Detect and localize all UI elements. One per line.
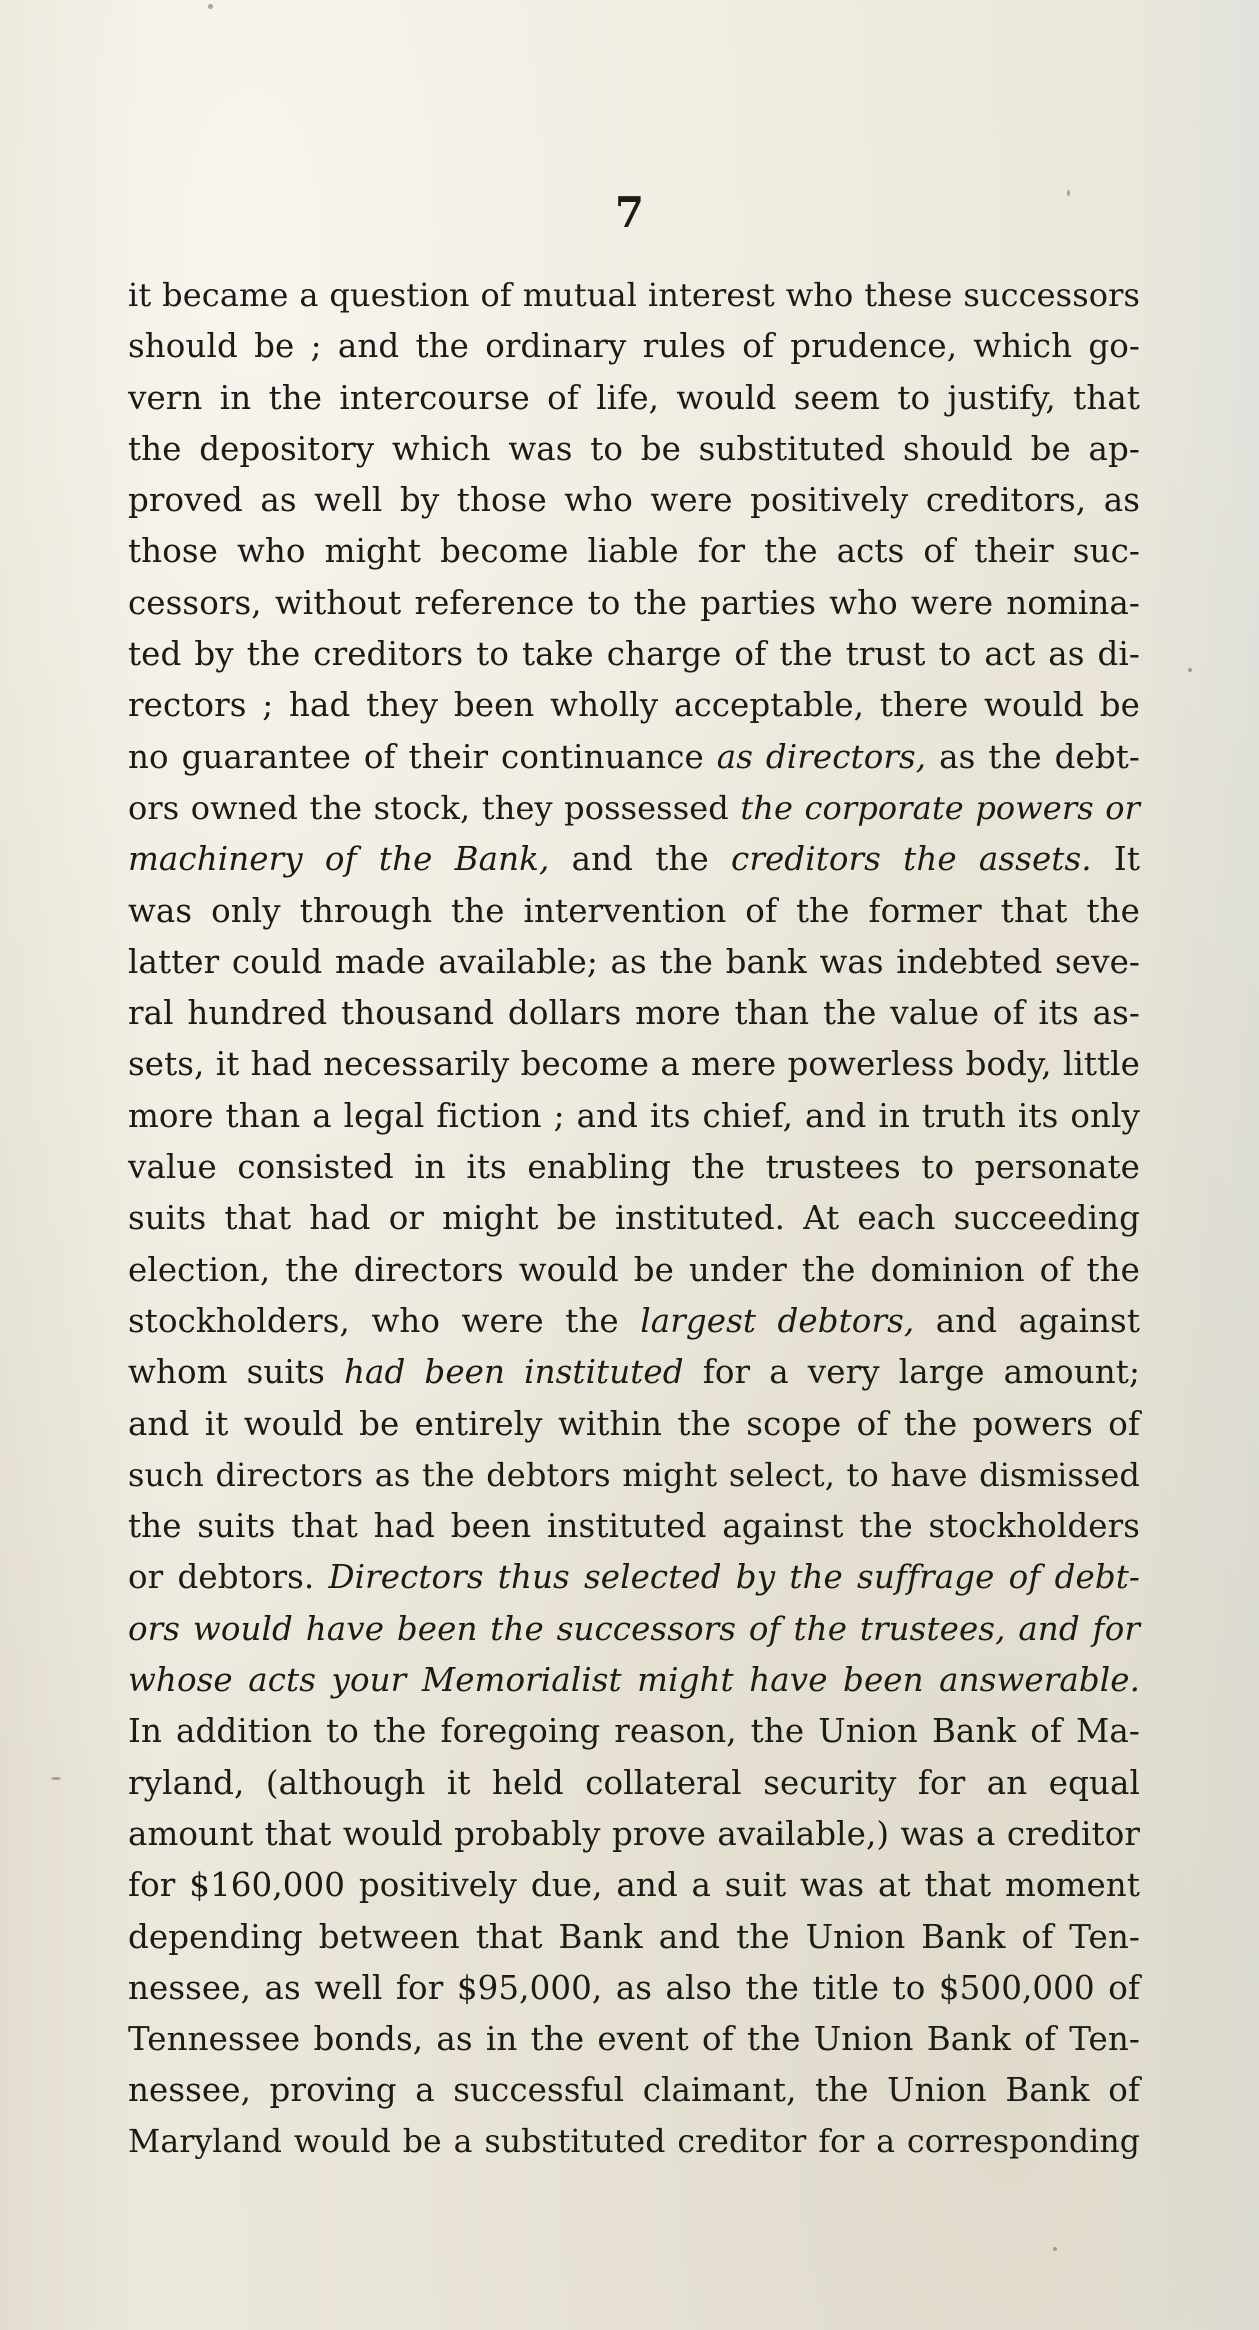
paper-speck (51, 1777, 61, 1780)
text-segment: those who might become liable for the acts of their suc- (128, 532, 1140, 571)
text-line (128, 886, 1140, 937)
text-segment: depending between that Bank and the Union Bank of Ten- (128, 1917, 1140, 1956)
text-line (128, 1450, 1140, 1501)
text-line (128, 1706, 1140, 1757)
text-segment: it became a question of mutual interest who these successors (128, 276, 1140, 314)
text-line (128, 321, 1140, 372)
page-number: 7 (614, 188, 645, 237)
text-line (128, 1604, 1140, 1655)
text-line (128, 988, 1140, 1039)
text-segment: stockholders, who were the (128, 1301, 641, 1340)
text-line (128, 1091, 1140, 1142)
text-line (128, 578, 1140, 629)
text-segment: rectors ; had they been wholly acceptable, there would be (128, 686, 1140, 725)
text-segment: and it would be entirely within the scope of the powers of (128, 1404, 1140, 1443)
text-segment: or debtors. (128, 1558, 329, 1597)
text-line (128, 1296, 1140, 1347)
text-segment: suits that had or might be instituted. At each succeeding (128, 1199, 1140, 1238)
text-segment: Maryland would be a substituted creditor for a corresponding (128, 2123, 1140, 2160)
text-line (128, 1963, 1140, 2014)
text-segment: as the debt- (926, 737, 1140, 776)
text-segment: the depository which was to be substituted should be ap- (128, 429, 1140, 468)
text-line (128, 1758, 1140, 1809)
italic-text: as directors, (716, 737, 927, 776)
text-line (128, 2117, 1140, 2168)
text-segment: value consisted in its enabling the trustees to personate (128, 1148, 1140, 1187)
text-line (128, 1809, 1140, 1860)
text-segment: ryland, (although it held collateral security for an equal (128, 1763, 1140, 1802)
text-line (128, 424, 1140, 475)
text-segment: In addition to the foregoing reason, the Union Bank of Ma- (128, 1712, 1140, 1751)
text-line (128, 937, 1140, 988)
text-segment: more than a legal fiction ; and its chief, and in truth its only (128, 1096, 1140, 1135)
text-line (128, 1399, 1140, 1450)
text-line (128, 2065, 1140, 2116)
text-segment: cessors, without reference to the parties who were nomina- (128, 583, 1140, 622)
italic-text: creditors the assets. (731, 840, 1092, 879)
text-segment: proved as well by those who were positively creditors, as (128, 481, 1140, 520)
text-line (128, 680, 1140, 731)
text-line (128, 1655, 1140, 1706)
text-segment: no guarantee of their continuance (128, 737, 717, 776)
text-line (128, 629, 1140, 680)
text-segment: Tennessee bonds, as in the event of the Union Bank of Ten- (128, 2020, 1140, 2059)
paper-speck (208, 4, 213, 9)
text-segment: It (1091, 840, 1140, 879)
text-line (128, 475, 1140, 526)
text-segment: ors owned the stock, they possessed (128, 788, 741, 827)
paper-speck (1067, 190, 1070, 196)
text-segment: was only through the intervention of the former that the (128, 891, 1140, 930)
text-segment: latter could made available; as the bank was indebted seve- (128, 942, 1140, 981)
text-line (128, 1193, 1140, 1244)
italic-text: machinery of the Bank, (128, 840, 550, 879)
body-text (128, 270, 1140, 2168)
italic-text: had been instituted (343, 1353, 684, 1392)
text-segment: such directors as the debtors might select, to have dismissed (128, 1455, 1140, 1494)
text-segment: nessee, proving a successful claimant, the Union Bank of (128, 2071, 1140, 2110)
italic-text: largest debtors, (640, 1301, 915, 1340)
text-segment: ted by the creditors to take charge of the trust to act as di- (128, 635, 1140, 674)
text-line (128, 1501, 1140, 1552)
italic-text: ors would have been the successors of the trustees, and for (128, 1609, 1140, 1648)
text-line (128, 732, 1140, 783)
text-line (128, 783, 1140, 834)
text-line (128, 1039, 1140, 1090)
text-segment: vern in the intercourse of life, would seem to justify, that (128, 378, 1140, 417)
text-line (128, 2014, 1140, 2065)
text-line (128, 270, 1140, 321)
paper-speck (1188, 668, 1192, 672)
text-segment: amount that would probably prove available,) was a creditor (128, 1814, 1140, 1853)
text-segment: should be ; and the ordinary rules of prudence, which go- (128, 327, 1140, 366)
text-line (128, 373, 1140, 424)
text-segment: whom suits (128, 1353, 344, 1392)
text-segment: ral hundred thousand dollars more than the value of its as- (128, 994, 1140, 1033)
text-segment: and the (549, 840, 732, 879)
text-segment: for a very large amount; (683, 1353, 1140, 1392)
text-line (128, 1860, 1140, 1911)
text-line (128, 1552, 1140, 1603)
paper-speck (1053, 2247, 1057, 2251)
text-line (128, 834, 1140, 885)
text-line (128, 526, 1140, 577)
italic-text: the corporate powers or (740, 788, 1140, 827)
italic-text: whose acts your Memorialist might have been answerable. (128, 1661, 1140, 1700)
text-segment: election, the directors would be under the dominion of the (128, 1250, 1140, 1289)
text-segment: the suits that had been instituted against the stockholders (128, 1507, 1140, 1546)
text-segment: sets, it had necessarily become a mere powerless body, little (128, 1045, 1140, 1084)
italic-text: Directors thus selected by the suffrage of debt- (328, 1558, 1140, 1597)
text-segment: nessee, as well for $95,000, as also the title to $500,000 of (128, 1968, 1140, 2007)
text-segment: for $160,000 positively due, and a suit was at that moment (128, 1866, 1140, 1905)
text-line (128, 1912, 1140, 1963)
text-line (128, 1142, 1140, 1193)
text-line (128, 1347, 1140, 1398)
text-segment: and against (914, 1301, 1140, 1340)
text-line (128, 1245, 1140, 1296)
